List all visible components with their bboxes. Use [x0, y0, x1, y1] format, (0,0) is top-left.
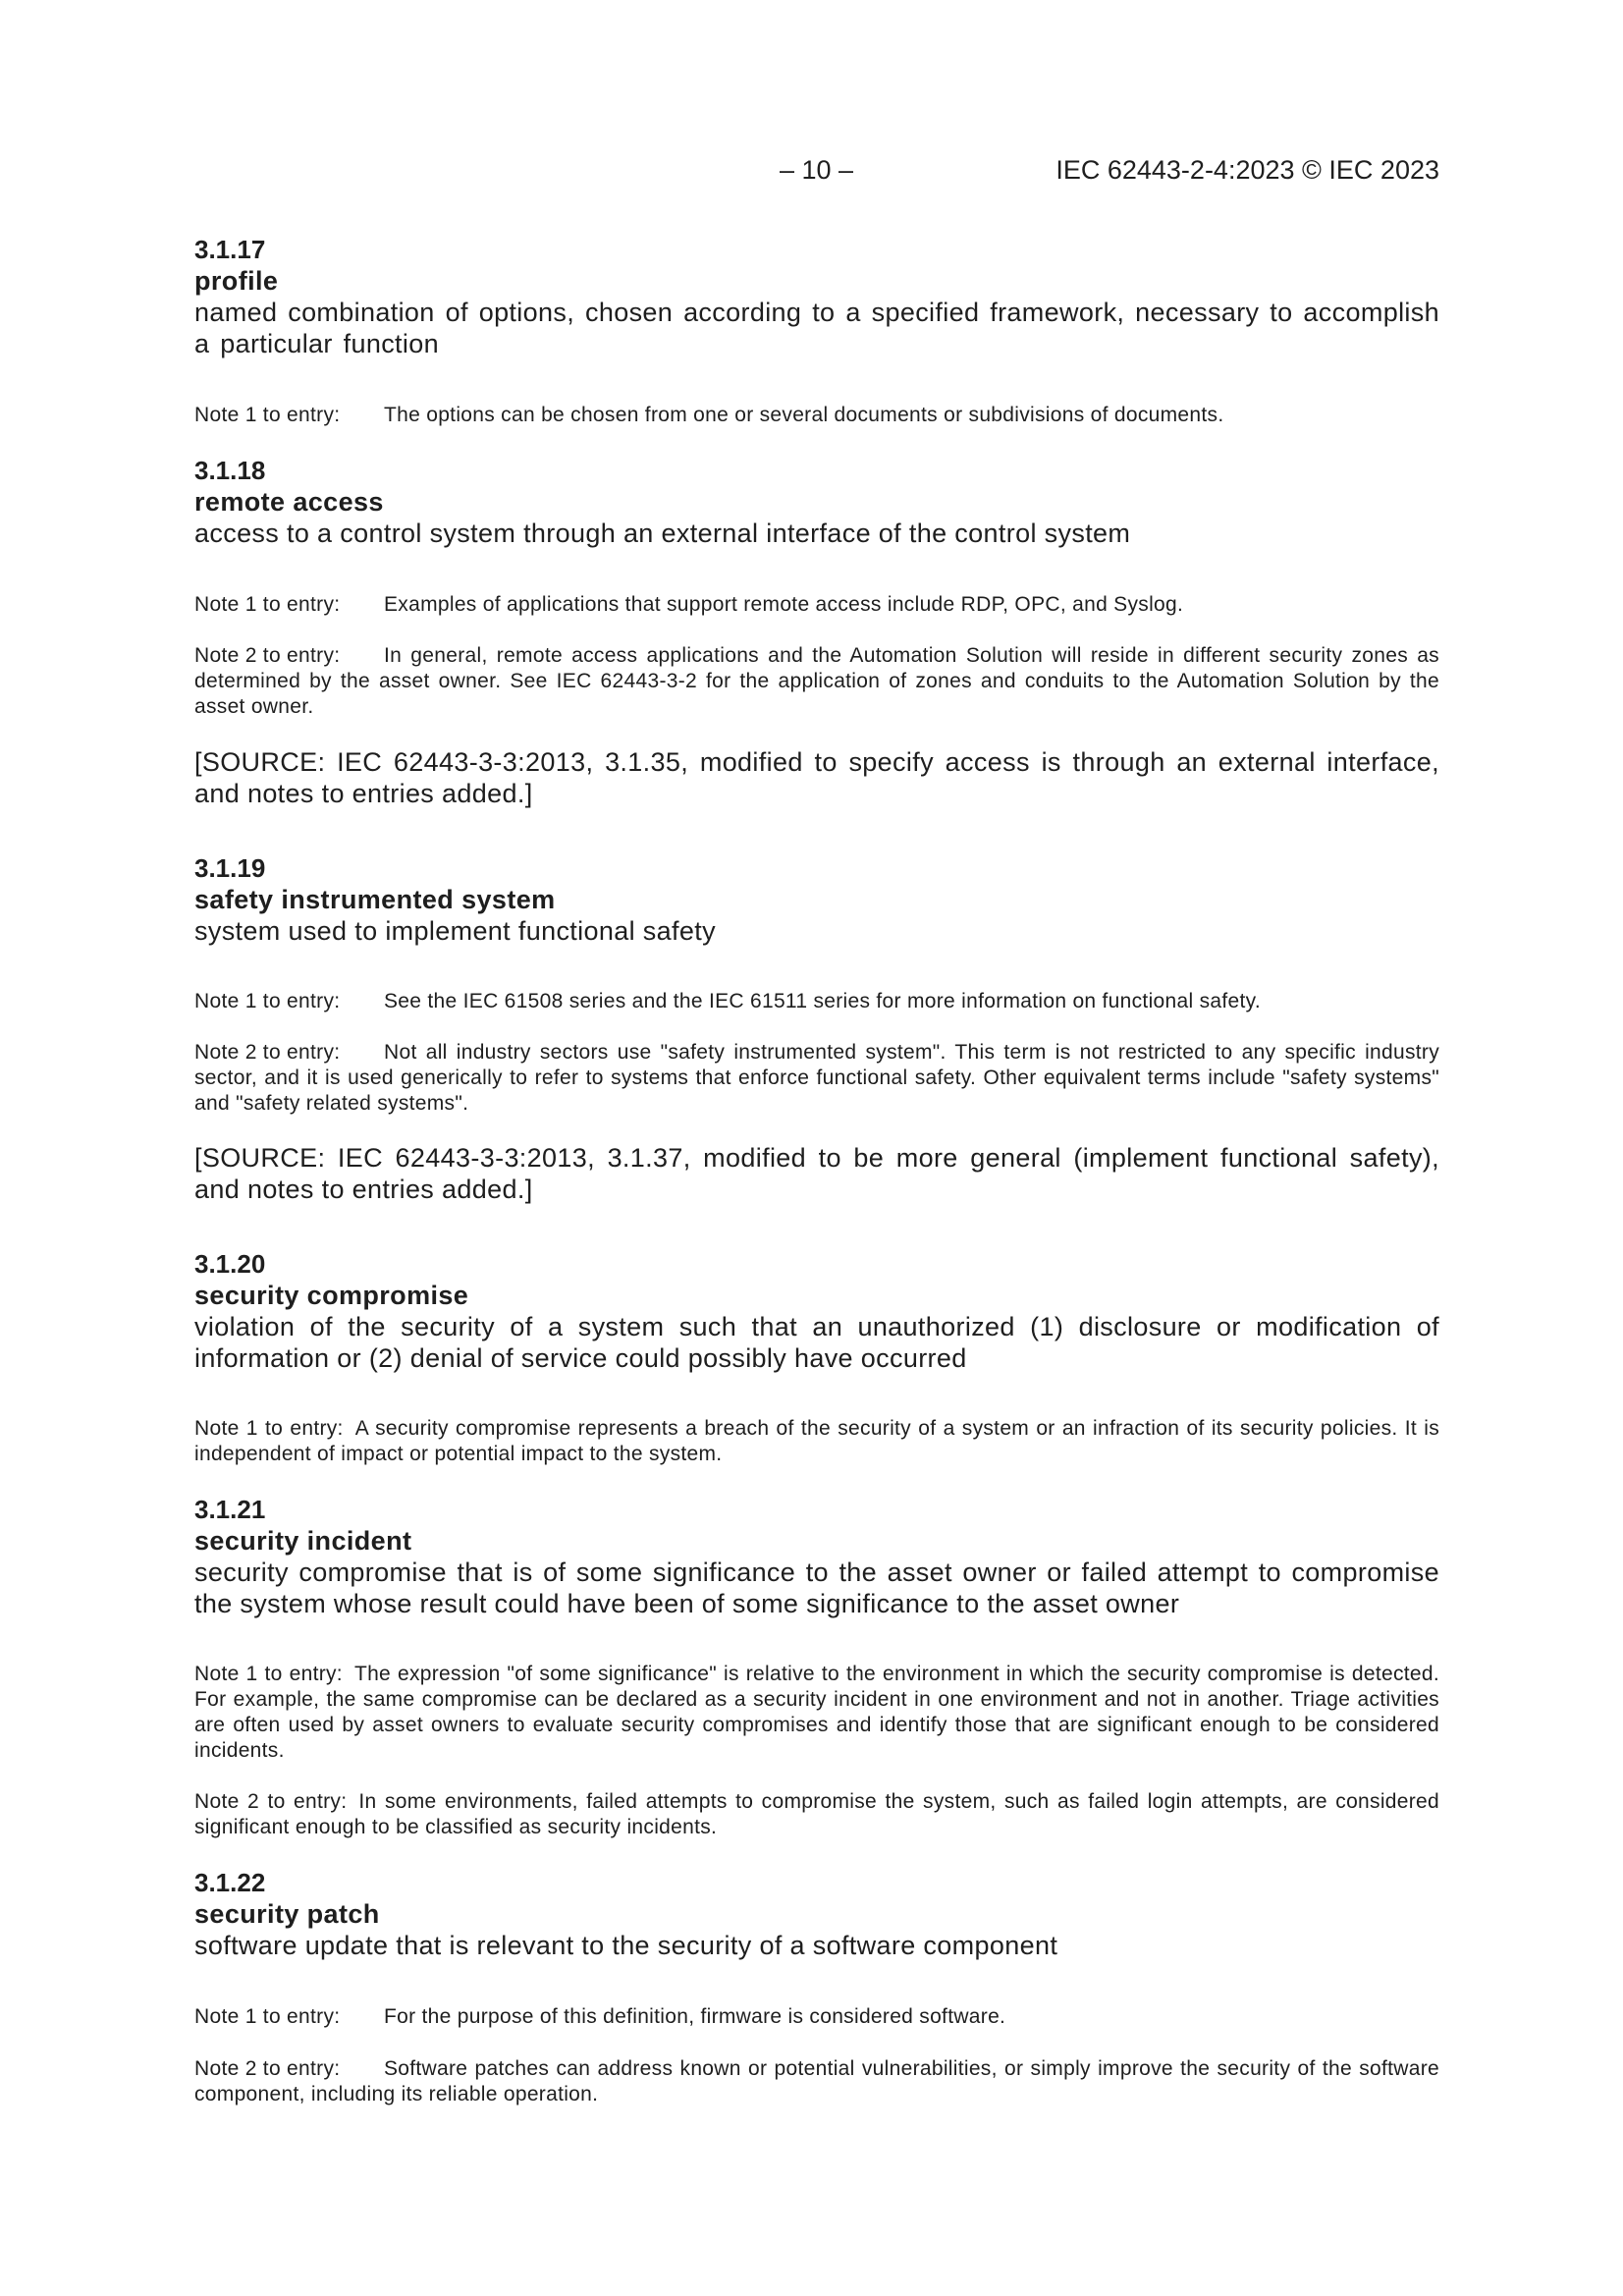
term-definition: security compromise that is of some significance to the asset owner or failed attempt to compromise the system whose result could have been of some significance to the asset owner [194, 1558, 1439, 1618]
note-label: Note 1 to entry: [194, 1663, 343, 1685]
note-label: Note 2 to entry: [194, 1790, 348, 1813]
note-entry [194, 989, 1439, 1014]
note-entry [194, 2004, 1439, 2030]
note-label: Note 1 to entry: [194, 1417, 344, 1440]
note-label: Note 1 to entry: [194, 2005, 341, 2028]
term-entry [194, 1494, 1439, 1619]
note-text: The expression "of some significance" is relative to the environment in which the security compromise is detected. For example, the same compromise can be declared as a security incident in one environment and not in another. Triage activities are often used by asset owners to evaluate security compromises and identify those that are significant enough to be considered incidents. [194, 1663, 1439, 1762]
term-definition: access to a control system through an external interface of the control system [194, 519, 1131, 548]
note-entry [194, 1416, 1439, 1467]
note-text: In some environments, failed attempts to compromise the system, such as failed login attempts, are considered significant enough to be classified as security incidents. [194, 1790, 1440, 1838]
term-name: security incident [194, 1526, 412, 1556]
note-label: Note 1 to entry: [194, 990, 341, 1012]
note-text: For the purpose of this definition, firmware is considered software. [384, 2005, 1006, 2028]
term-definition: named combination of options, chosen according to a specified framework, necessary to accomplish a particular function [194, 298, 1439, 358]
term-definition: software update that is relevant to the security of a software component [194, 1931, 1058, 1960]
term-number: 3.1.17 [194, 235, 266, 264]
note-entry [194, 403, 1439, 428]
term-number: 3.1.22 [194, 1868, 266, 1897]
note-entry [194, 2056, 1439, 2107]
term-number: 3.1.20 [194, 1249, 266, 1279]
note-text: Examples of applications that support remote access include RDP, OPC, and Syslog. [384, 593, 1184, 616]
note-text: Not all industry sectors use "safety instrumented system". This term is not restricted to any specific industry sector, and it is used generically to refer to systems that enforce functional safety. Other equivalent terms include "safety systems" and "safety related systems". [194, 1041, 1439, 1115]
term-number: 3.1.19 [194, 853, 266, 883]
note-text: In general, remote access applications and the Automation Solution will reside in different security zones as determined by the asset owner. See IEC 62443-3-2 for the application of zones and conduits to the Automation Solution by the asset owner. [194, 644, 1439, 718]
term-name: profile [194, 266, 279, 296]
term-definition: system used to implement functional safety [194, 916, 716, 946]
note-text: The options can be chosen from one or several documents or subdivisions of documents. [384, 404, 1224, 426]
term-definition: violation of the security of a system such that an unauthorized (1) disclosure or modification of information or (2) denial of service could possibly have occurred [194, 1312, 1439, 1373]
source-citation: [SOURCE: IEC 62443-3-3:2013, 3.1.35, modified to specify access is through an external interface, and notes to entries added.] [194, 747, 1439, 808]
term-name: security patch [194, 1899, 380, 1929]
term-entry [194, 852, 1439, 947]
term-entry [194, 1248, 1439, 1374]
note-label: Note 1 to entry: [194, 404, 341, 426]
note-entry [194, 1789, 1439, 1840]
note-entry [194, 1662, 1439, 1764]
term-entry [194, 455, 1439, 549]
note-text: Software patches can address known or potential vulnerabilities, or simply improve the security of the software component, including its reliable operation. [194, 2057, 1439, 2105]
note-text: See the IEC 61508 series and the IEC 61511 series for more information on functional safety. [384, 990, 1261, 1012]
term-name: remote access [194, 487, 384, 517]
term-number: 3.1.21 [194, 1495, 266, 1524]
document-reference: IEC 62443-2-4:2023 © IEC 2023 [1055, 155, 1439, 185]
page-number: – 10 – [780, 155, 854, 185]
term-number: 3.1.18 [194, 456, 266, 485]
term-name: safety instrumented system [194, 885, 556, 914]
note-label: Note 2 to entry: [194, 2057, 341, 2080]
term-name: security compromise [194, 1281, 469, 1310]
note-text: A security compromise represents a breach of the security of a system or an infraction of its security policies. It is independent of impact or potential impact to the system. [194, 1417, 1440, 1465]
note-label: Note 2 to entry: [194, 1041, 341, 1064]
term-entry [194, 234, 1439, 359]
note-entry [194, 1040, 1439, 1117]
page-header [194, 155, 1439, 191]
source-citation: [SOURCE: IEC 62443-3-3:2013, 3.1.37, modified to be more general (implement functional safety), and notes to entries added.] [194, 1143, 1439, 1204]
note-entry [194, 643, 1439, 720]
note-entry [194, 592, 1439, 618]
term-entry [194, 1867, 1439, 1961]
note-label: Note 1 to entry: [194, 593, 341, 616]
note-label: Note 2 to entry: [194, 644, 341, 667]
